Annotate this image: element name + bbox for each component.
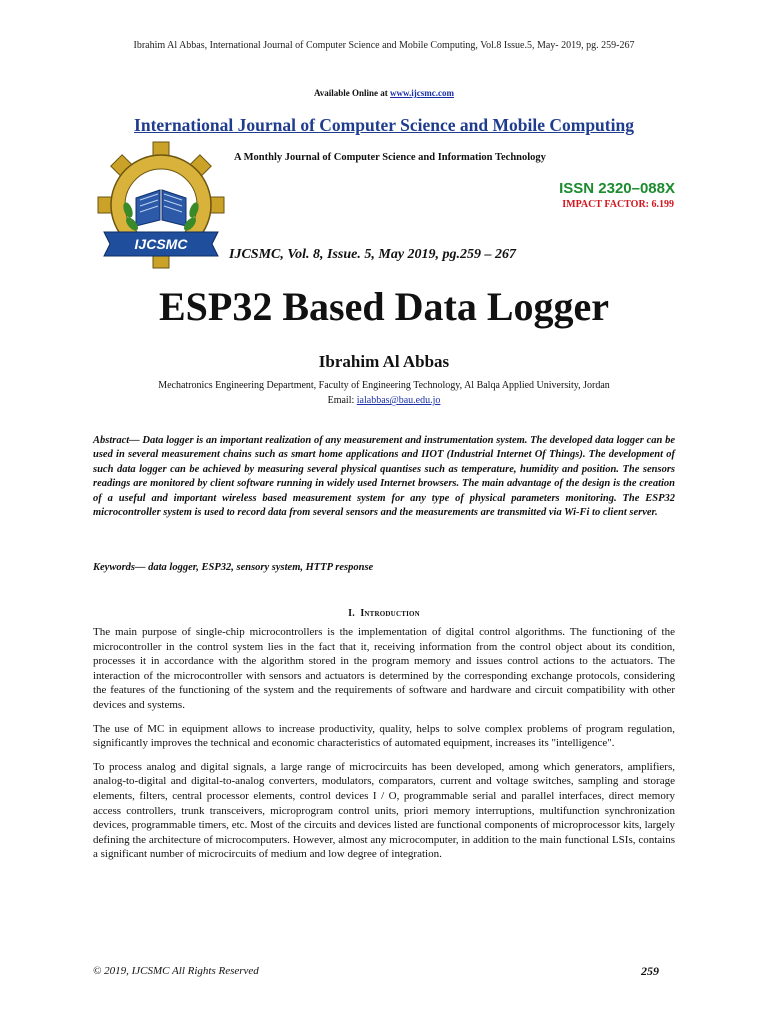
impact-factor: IMPACT FACTOR: 6.199 (562, 199, 674, 210)
email-label: Email: (327, 395, 357, 406)
email-link[interactable]: ialabbas@bau.edu.jo (356, 395, 441, 406)
journal-logo (96, 140, 226, 270)
paper-title: ESP32 Based Data Logger (159, 284, 609, 329)
available-online (0, 88, 768, 98)
paragraph: To process analog and digital signals, a large range of microcircuits has been developed, among which generators, amplifiers, analog-to-digital and digital-to-analog converters, modulators, comparators, current and voltage switches, sampling and storage elements, filters, central processor elements, control devices I / O, programmable serial and parallel interfaces, direct memory access controllers, trunk transceivers, microprogram control units, priori memory interruptions, multifunction synchronization devices, programmable timers, etc. Most of the circuits and devices listed are functional components of microprocessor kits, largely defining the architecture of microcomputers. However, almost any microcomputer, in addition to the main functional LSIs, contains a significant number of microcircuits of medium and low degree of integration. (93, 760, 675, 861)
page-number: 259 (641, 964, 659, 978)
paragraph: The use of MC in equipment allows to increase productivity, quality, helps to solve complex problems of program regulation, significantly improves the technical and economic characteristics of automated equipment, increases its "intelligence". (93, 722, 675, 750)
logo-banner (104, 232, 218, 256)
paragraph: The main purpose of single-chip microcontrollers is the implementation of digital control algorithms. The functioning of the microcontroller in the control system lies in the fact that it, receiving information from the control object about its condition, processes it in accordance with the algorithm stored in the program memory and issues control actions to the actuators. The interaction of the microcontroller with sensors and actuators is determined by the corresponding exchange protocols, considering the features of the functioning of the system and the requirements of software and hardware and circuit compatibility with other devices and systems. (93, 626, 675, 711)
copyright: © 2019, IJCSMC All Rights Reserved (93, 965, 259, 977)
author-name: Ibrahim Al Abbas (318, 352, 450, 371)
journal-name: International Journal of Computer Science and Mobile Computing (134, 115, 634, 135)
section-title: Introduction (360, 608, 420, 619)
citation: IJCSMC, Vol. 8, Issue. 5, May 2019, pg.259 – 267 (229, 247, 517, 262)
section-body (93, 625, 675, 871)
journal-website-link[interactable]: www.ijcsmc.com (390, 88, 455, 98)
logo-text: IJCSMC (134, 236, 188, 252)
running-head: Ibrahim Al Abbas, International Journal of Computer Science and Mobile Computing, Vol.8 Issue.5, May- 2019, pg. 259-267 (133, 40, 635, 51)
issn: ISSN 2320–088X (559, 180, 675, 197)
journal-subtitle: A Monthly Journal of Computer Science and Information Technology (234, 152, 546, 163)
available-prefix: Available Online at (313, 88, 391, 98)
email-line (0, 395, 768, 406)
abstract: Abstract— Data logger is an important realization of any measurement and instrumentation system. The developed data logger can be used in several measurement chains such as smart home applications and IIOT (Industrial Internet Of Things). The development of such data logger can be achieved by measuring several physical quantises such as temperature, humidity and position. The sensors readings are monitored by client software running in widely used Internet browsers. The main advantage of the design is the creation of a useful and important wireless based measurement system for any type of physical parameters monitoring. The ESP32 microcontroller system is used to record data from several sensors and the measurements are transmitted via Wi-Fi to client server. (93, 435, 675, 519)
section-heading (0, 608, 768, 619)
keywords: Keywords— data logger, ESP32, sensory system, HTTP response (93, 562, 374, 573)
section-number: I. (348, 608, 355, 619)
affiliation: Mechatronics Engineering Department, Faculty of Engineering Technology, Al Balqa Applied University, Jordan (158, 380, 610, 391)
